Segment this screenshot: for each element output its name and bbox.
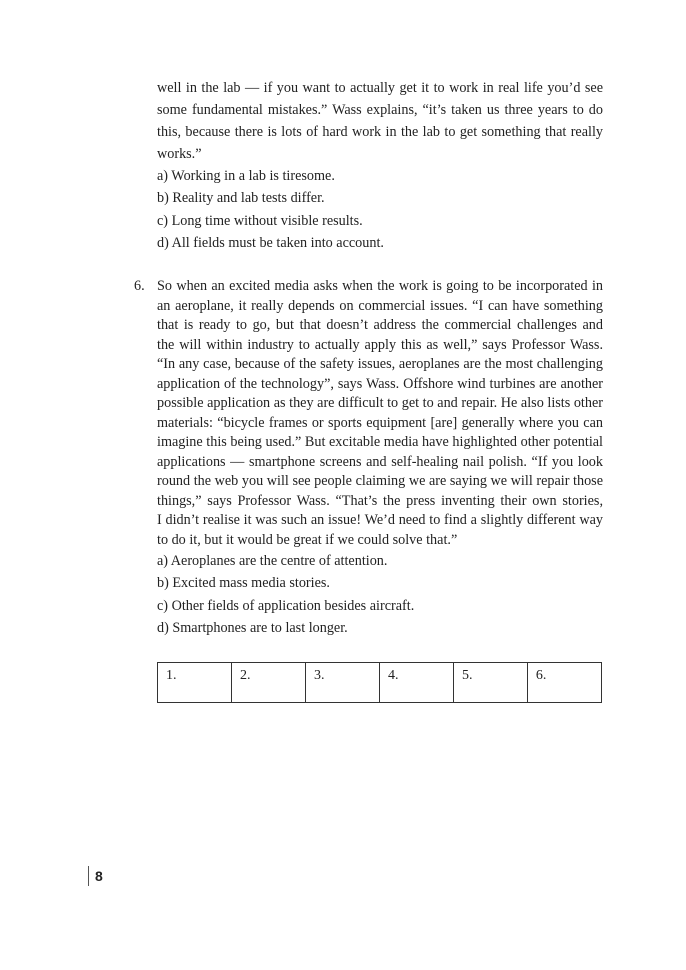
answer-option: b) Excited mass media stories.: [157, 575, 330, 592]
answer-option: a) Working in a lab is tiresome.: [157, 168, 335, 184]
text-line: “In any case, because of the safety issues, aeroplanes are the most challenging: [157, 356, 603, 372]
answer-cell[interactable]: 2.: [231, 663, 305, 703]
answer-cell[interactable]: 3.: [305, 663, 379, 703]
answer-option: c) Long time without visible results.: [157, 212, 363, 229]
text-line: application of the technology”, says Wass. Offshore wind turbines are another: [157, 375, 603, 392]
text-line: possible application as they are difficult to get to and repair. He also lists other: [157, 395, 603, 411]
answer-option: b) Reality and lab tests differ.: [157, 190, 325, 207]
text-line: works.”: [157, 146, 202, 162]
answer-cell[interactable]: 6.: [527, 663, 601, 703]
answer-option: d) Smartphones are to last longer.: [157, 619, 348, 636]
text-line: things,” says Professor Wass. “That’s the press inventing their own stories,: [157, 492, 603, 509]
answer-option: a) Aeroplanes are the centre of attention.: [157, 553, 388, 569]
answer-cell[interactable]: 4.: [379, 663, 453, 703]
text-line: applications — smartphone screens and self-healing nail polish. “If you look: [157, 453, 603, 470]
text-line: I didn’t realise it was such an issue! We’d need to find a slightly different way: [157, 512, 603, 528]
answer-option: d) All fields must be taken into account.: [157, 234, 384, 251]
text-line: materials: “bicycle frames or sports equipment [are] generally where you can: [157, 414, 603, 431]
answer-cell[interactable]: 1.: [158, 663, 232, 703]
question-6-options: [157, 550, 603, 639]
text-line: So when an excited media asks when the work is going to be incorporated in: [157, 278, 603, 294]
text-line: imagine this being used.” But excitable media have highlighted other potential: [157, 434, 603, 450]
answer-table: [157, 662, 602, 703]
text-line: the will within industry to actually apply this as well,” says Professor Wass.: [157, 336, 603, 353]
answer-cell[interactable]: 5.: [453, 663, 527, 703]
text-line: an aeroplane, it really depends on commercial issues. “I can have something: [157, 297, 603, 314]
text-line: that is ready to go, but that doesn’t address the commercial challenges and: [157, 317, 603, 333]
page-number: 8: [88, 866, 103, 886]
text-line: well in the lab — if you want to actually get it to work in real life you’d see: [157, 80, 603, 96]
text-line: round the web you will see people claiming we are saying we will repair those: [157, 473, 603, 489]
question-6-number: 6.: [134, 278, 145, 294]
question-5-text: [157, 77, 603, 165]
question-5-options: [157, 165, 603, 254]
text-line: this, because there is lots of hard work in the lab to get something that really: [157, 124, 603, 140]
text-line: some fundamental mistakes.” Wass explains, “it’s taken us three years to do: [157, 102, 603, 118]
answer-option: c) Other fields of application besides aircraft.: [157, 597, 415, 614]
text-line: to do it, but it would be great if we could solve that.”: [157, 531, 458, 548]
question-6-text: [157, 277, 603, 550]
